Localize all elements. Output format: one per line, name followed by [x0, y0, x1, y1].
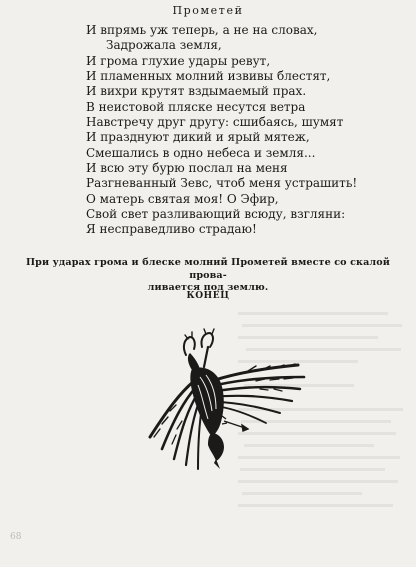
- verse-line: Навстречу друг другу: сшибаясь, шумят: [86, 115, 344, 130]
- page-number-show-through: 68: [10, 532, 22, 542]
- stage-direction-line: ливается под землю.: [147, 282, 269, 293]
- verse-line: Я несправедливо страдаю!: [86, 222, 257, 237]
- verse-line: И празднуют дикий и ярый мятеж,: [86, 130, 310, 145]
- verse-line: Задрожала земля,: [106, 38, 222, 53]
- verse-line: И вихри крутят вздымаемый прах.: [86, 84, 307, 99]
- stage-direction-line: При ударах грома и блеске молний Прометей вместе со скалой прова-: [26, 257, 390, 281]
- verse-line: И пламенных молний извивы блестят,: [86, 69, 331, 84]
- speaker-name: Прометей: [172, 4, 244, 17]
- verse-line: И грома глухие удары ревут,: [86, 53, 271, 68]
- verse-line: Свой свет разливающий всюду, взгляни:: [86, 207, 346, 222]
- stage-direction: [14, 257, 402, 295]
- verse-line: Разгневанный Зевс, чтоб меня устрашить!: [86, 176, 358, 191]
- verse-line: Смешались в одно небеса и земля...: [86, 145, 316, 160]
- eagle-vignette-icon: [128, 325, 312, 477]
- verse-line: И всю эту бурю послал на меня: [86, 161, 288, 176]
- verse-line: И впрямь уж теперь, а не на словах,: [86, 23, 318, 37]
- verse-line: В неистовой пляске несутся ветра: [86, 99, 306, 114]
- ending-heading: КОНЕЦ: [186, 291, 230, 301]
- verse-block: [86, 23, 386, 238]
- verse-line: О матерь святая моя! О Эфир,: [86, 191, 279, 206]
